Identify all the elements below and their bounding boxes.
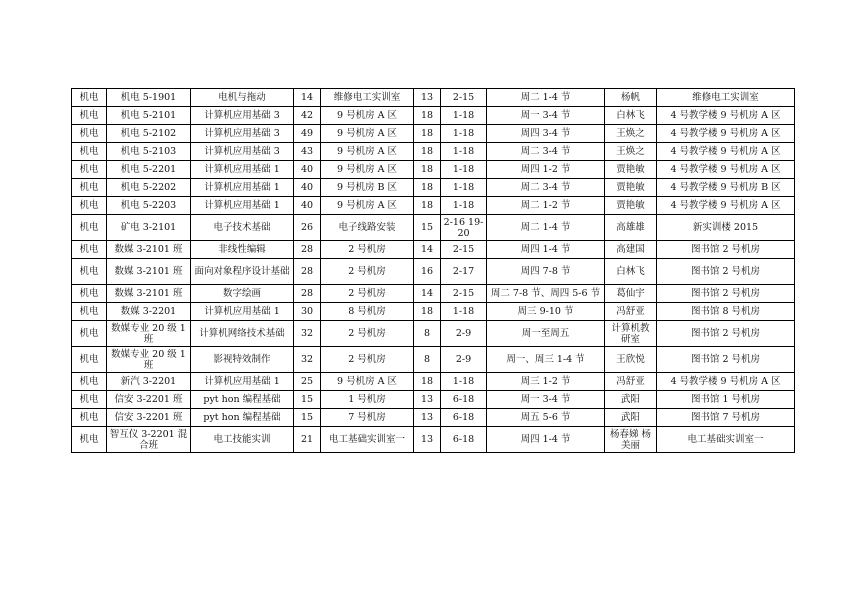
table-row bbox=[72, 409, 795, 427]
hours-cell: 13 bbox=[414, 409, 441, 427]
dept-cell: 机电 bbox=[72, 161, 107, 179]
room-cell: 2 号机房 bbox=[321, 241, 414, 259]
dept-cell: 机电 bbox=[72, 107, 107, 125]
time-cell: 周一 3-4 节 bbox=[487, 391, 605, 409]
hours-cell: 18 bbox=[414, 161, 441, 179]
class-cell: 机电 5-2202 bbox=[107, 179, 191, 197]
teacher-cell: 王焕之 bbox=[605, 143, 657, 161]
time-cell: 周四 1-4 节 bbox=[487, 241, 605, 259]
course-cell: 电机与拖动 bbox=[191, 89, 294, 107]
class-cell: 数媒专业 20 级 1 班 bbox=[107, 347, 191, 373]
place-cell: 图书馆 2 号机房 bbox=[657, 347, 795, 373]
dept-cell: 机电 bbox=[72, 427, 107, 453]
place-cell: 4 号教学楼 9 号机房 A 区 bbox=[657, 197, 795, 215]
table-row bbox=[72, 241, 795, 259]
class-cell: 信安 3-2201 班 bbox=[107, 391, 191, 409]
weeks-cell: 2-15 bbox=[441, 285, 487, 303]
time-cell: 周四 1-4 节 bbox=[487, 427, 605, 453]
weeks-cell: 2-15 bbox=[441, 89, 487, 107]
students-cell: 43 bbox=[294, 143, 321, 161]
course-cell: 计算机应用基础 3 bbox=[191, 143, 294, 161]
weeks-cell: 1-18 bbox=[441, 161, 487, 179]
place-cell: 电工基础实训室一 bbox=[657, 427, 795, 453]
room-cell: 维修电工实训室 bbox=[321, 89, 414, 107]
room-cell: 2 号机房 bbox=[321, 259, 414, 285]
students-cell: 40 bbox=[294, 197, 321, 215]
room-cell: 9 号机房 A 区 bbox=[321, 197, 414, 215]
teacher-cell: 高雄雄 bbox=[605, 215, 657, 241]
time-cell: 周四 3-4 节 bbox=[487, 125, 605, 143]
place-cell: 4 号教学楼 9 号机房 A 区 bbox=[657, 373, 795, 391]
weeks-cell: 2-15 bbox=[441, 241, 487, 259]
dept-cell: 机电 bbox=[72, 303, 107, 321]
teacher-cell: 武阳 bbox=[605, 409, 657, 427]
course-cell: 计算机应用基础 1 bbox=[191, 303, 294, 321]
table-row bbox=[72, 285, 795, 303]
teacher-cell: 贾艳敏 bbox=[605, 197, 657, 215]
teacher-cell: 冯舒亚 bbox=[605, 373, 657, 391]
weeks-cell: 6-18 bbox=[441, 427, 487, 453]
course-cell: pyt hon 编程基础 bbox=[191, 391, 294, 409]
room-cell: 7 号机房 bbox=[321, 409, 414, 427]
room-cell: 2 号机房 bbox=[321, 321, 414, 347]
table-row bbox=[72, 161, 795, 179]
place-cell: 图书馆 8 号机房 bbox=[657, 303, 795, 321]
hours-cell: 18 bbox=[414, 179, 441, 197]
table-row bbox=[72, 89, 795, 107]
room-cell: 9 号机房 A 区 bbox=[321, 161, 414, 179]
table-row bbox=[72, 259, 795, 285]
course-cell: 计算机应用基础 1 bbox=[191, 161, 294, 179]
students-cell: 15 bbox=[294, 391, 321, 409]
class-cell: 智互仪 3-2201 混合班 bbox=[107, 427, 191, 453]
time-cell: 周四 1-2 节 bbox=[487, 161, 605, 179]
course-cell: 非线性编辑 bbox=[191, 241, 294, 259]
weeks-cell: 1-18 bbox=[441, 143, 487, 161]
teacher-cell: 杨春娣 杨美丽 bbox=[605, 427, 657, 453]
dept-cell: 机电 bbox=[72, 391, 107, 409]
course-cell: 面向对象程序设计基础 bbox=[191, 259, 294, 285]
course-cell: 计算机网络技术基础 bbox=[191, 321, 294, 347]
hours-cell: 14 bbox=[414, 241, 441, 259]
weeks-cell: 1-18 bbox=[441, 373, 487, 391]
time-cell: 周二 1-4 节 bbox=[487, 89, 605, 107]
class-cell: 矿电 3-2101 bbox=[107, 215, 191, 241]
dept-cell: 机电 bbox=[72, 89, 107, 107]
students-cell: 40 bbox=[294, 179, 321, 197]
place-cell: 图书馆 2 号机房 bbox=[657, 241, 795, 259]
class-cell: 机电 5-2103 bbox=[107, 143, 191, 161]
time-cell: 周三 9-10 节 bbox=[487, 303, 605, 321]
class-cell: 机电 5-2101 bbox=[107, 107, 191, 125]
hours-cell: 18 bbox=[414, 107, 441, 125]
students-cell: 32 bbox=[294, 347, 321, 373]
class-cell: 机电 5-2201 bbox=[107, 161, 191, 179]
teacher-cell: 杨帆 bbox=[605, 89, 657, 107]
students-cell: 32 bbox=[294, 321, 321, 347]
time-cell: 周五 5-6 节 bbox=[487, 409, 605, 427]
room-cell: 电工基础实训室一 bbox=[321, 427, 414, 453]
place-cell: 图书馆 7 号机房 bbox=[657, 409, 795, 427]
hours-cell: 18 bbox=[414, 303, 441, 321]
students-cell: 25 bbox=[294, 373, 321, 391]
teacher-cell: 白林飞 bbox=[605, 259, 657, 285]
hours-cell: 16 bbox=[414, 259, 441, 285]
dept-cell: 机电 bbox=[72, 197, 107, 215]
room-cell: 9 号机房 A 区 bbox=[321, 373, 414, 391]
hours-cell: 18 bbox=[414, 373, 441, 391]
students-cell: 21 bbox=[294, 427, 321, 453]
room-cell: 9 号机房 A 区 bbox=[321, 125, 414, 143]
dept-cell: 机电 bbox=[72, 321, 107, 347]
teacher-cell: 葛仙宇 bbox=[605, 285, 657, 303]
time-cell: 周二 1-2 节 bbox=[487, 197, 605, 215]
schedule-table bbox=[71, 88, 795, 453]
teacher-cell: 王欣悦 bbox=[605, 347, 657, 373]
table-row bbox=[72, 179, 795, 197]
class-cell: 数媒 3-2101 班 bbox=[107, 285, 191, 303]
dept-cell: 机电 bbox=[72, 347, 107, 373]
teacher-cell: 王焕之 bbox=[605, 125, 657, 143]
course-cell: 计算机应用基础 3 bbox=[191, 125, 294, 143]
place-cell: 4 号教学楼 9 号机房 A 区 bbox=[657, 143, 795, 161]
hours-cell: 13 bbox=[414, 427, 441, 453]
weeks-cell: 6-18 bbox=[441, 409, 487, 427]
dept-cell: 机电 bbox=[72, 215, 107, 241]
teacher-cell: 贾艳敏 bbox=[605, 161, 657, 179]
class-cell: 数媒 3-2101 班 bbox=[107, 259, 191, 285]
weeks-cell: 1-18 bbox=[441, 107, 487, 125]
weeks-cell: 2-17 bbox=[441, 259, 487, 285]
weeks-cell: 1-18 bbox=[441, 197, 487, 215]
dept-cell: 机电 bbox=[72, 259, 107, 285]
class-cell: 机电 5-2102 bbox=[107, 125, 191, 143]
room-cell: 1 号机房 bbox=[321, 391, 414, 409]
table-row bbox=[72, 197, 795, 215]
students-cell: 28 bbox=[294, 241, 321, 259]
hours-cell: 8 bbox=[414, 347, 441, 373]
table-row bbox=[72, 107, 795, 125]
teacher-cell: 武阳 bbox=[605, 391, 657, 409]
time-cell: 周一、周三 1-4 节 bbox=[487, 347, 605, 373]
place-cell: 维修电工实训室 bbox=[657, 89, 795, 107]
course-cell: 影视特效制作 bbox=[191, 347, 294, 373]
place-cell: 新实训楼 2015 bbox=[657, 215, 795, 241]
course-cell: 计算机应用基础 1 bbox=[191, 179, 294, 197]
teacher-cell: 计算机教研室 bbox=[605, 321, 657, 347]
teacher-cell: 高建国 bbox=[605, 241, 657, 259]
course-cell: 计算机应用基础 1 bbox=[191, 197, 294, 215]
course-cell: 计算机应用基础 3 bbox=[191, 107, 294, 125]
hours-cell: 18 bbox=[414, 125, 441, 143]
students-cell: 15 bbox=[294, 409, 321, 427]
table-row bbox=[72, 347, 795, 373]
time-cell: 周一至周五 bbox=[487, 321, 605, 347]
room-cell: 9 号机房 B 区 bbox=[321, 179, 414, 197]
teacher-cell: 冯舒亚 bbox=[605, 303, 657, 321]
weeks-cell: 2-9 bbox=[441, 321, 487, 347]
hours-cell: 8 bbox=[414, 321, 441, 347]
class-cell: 数媒专业 20 级 1 班 bbox=[107, 321, 191, 347]
dept-cell: 机电 bbox=[72, 285, 107, 303]
students-cell: 26 bbox=[294, 215, 321, 241]
weeks-cell: 2-16 19-20 bbox=[441, 215, 487, 241]
weeks-cell: 6-18 bbox=[441, 391, 487, 409]
weeks-cell: 1-18 bbox=[441, 125, 487, 143]
dept-cell: 机电 bbox=[72, 373, 107, 391]
room-cell: 2 号机房 bbox=[321, 285, 414, 303]
place-cell: 图书馆 2 号机房 bbox=[657, 321, 795, 347]
table-row bbox=[72, 373, 795, 391]
class-cell: 新汽 3-2201 bbox=[107, 373, 191, 391]
place-cell: 4 号教学楼 9 号机房 A 区 bbox=[657, 125, 795, 143]
place-cell: 图书馆 2 号机房 bbox=[657, 285, 795, 303]
course-cell: pyt hon 编程基础 bbox=[191, 409, 294, 427]
hours-cell: 13 bbox=[414, 391, 441, 409]
dept-cell: 机电 bbox=[72, 179, 107, 197]
course-cell: 电工技能实训 bbox=[191, 427, 294, 453]
table-row bbox=[72, 125, 795, 143]
course-cell: 计算机应用基础 1 bbox=[191, 373, 294, 391]
class-cell: 信安 3-2201 班 bbox=[107, 409, 191, 427]
time-cell: 周二 3-4 节 bbox=[487, 143, 605, 161]
dept-cell: 机电 bbox=[72, 143, 107, 161]
time-cell: 周四 7-8 节 bbox=[487, 259, 605, 285]
place-cell: 4 号教学楼 9 号机房 A 区 bbox=[657, 107, 795, 125]
class-cell: 机电 5-2203 bbox=[107, 197, 191, 215]
table-row bbox=[72, 303, 795, 321]
teacher-cell: 白林飞 bbox=[605, 107, 657, 125]
class-cell: 机电 5-1901 bbox=[107, 89, 191, 107]
students-cell: 28 bbox=[294, 259, 321, 285]
hours-cell: 15 bbox=[414, 215, 441, 241]
room-cell: 8 号机房 bbox=[321, 303, 414, 321]
students-cell: 30 bbox=[294, 303, 321, 321]
students-cell: 49 bbox=[294, 125, 321, 143]
time-cell: 周三 1-2 节 bbox=[487, 373, 605, 391]
students-cell: 28 bbox=[294, 285, 321, 303]
hours-cell: 14 bbox=[414, 285, 441, 303]
teacher-cell: 贾艳敏 bbox=[605, 179, 657, 197]
class-cell: 数媒 3-2101 班 bbox=[107, 241, 191, 259]
students-cell: 40 bbox=[294, 161, 321, 179]
place-cell: 图书馆 2 号机房 bbox=[657, 259, 795, 285]
course-cell: 数字绘画 bbox=[191, 285, 294, 303]
time-cell: 周二 3-4 节 bbox=[487, 179, 605, 197]
room-cell: 电子线路安装 bbox=[321, 215, 414, 241]
time-cell: 周二 7-8 节、周四 5-6 节 bbox=[487, 285, 605, 303]
hours-cell: 18 bbox=[414, 143, 441, 161]
course-cell: 电子技术基础 bbox=[191, 215, 294, 241]
room-cell: 9 号机房 A 区 bbox=[321, 143, 414, 161]
place-cell: 图书馆 1 号机房 bbox=[657, 391, 795, 409]
students-cell: 42 bbox=[294, 107, 321, 125]
table-row bbox=[72, 391, 795, 409]
table-row bbox=[72, 427, 795, 453]
room-cell: 2 号机房 bbox=[321, 347, 414, 373]
weeks-cell: 1-18 bbox=[441, 303, 487, 321]
dept-cell: 机电 bbox=[72, 125, 107, 143]
place-cell: 4 号教学楼 9 号机房 B 区 bbox=[657, 179, 795, 197]
class-cell: 数媒 3-2201 bbox=[107, 303, 191, 321]
students-cell: 14 bbox=[294, 89, 321, 107]
time-cell: 周二 1-4 节 bbox=[487, 215, 605, 241]
hours-cell: 13 bbox=[414, 89, 441, 107]
dept-cell: 机电 bbox=[72, 241, 107, 259]
table-row bbox=[72, 143, 795, 161]
table-row bbox=[72, 215, 795, 241]
place-cell: 4 号教学楼 9 号机房 A 区 bbox=[657, 161, 795, 179]
hours-cell: 18 bbox=[414, 197, 441, 215]
table-row bbox=[72, 321, 795, 347]
time-cell: 周一 3-4 节 bbox=[487, 107, 605, 125]
weeks-cell: 1-18 bbox=[441, 179, 487, 197]
weeks-cell: 2-9 bbox=[441, 347, 487, 373]
room-cell: 9 号机房 A 区 bbox=[321, 107, 414, 125]
dept-cell: 机电 bbox=[72, 409, 107, 427]
